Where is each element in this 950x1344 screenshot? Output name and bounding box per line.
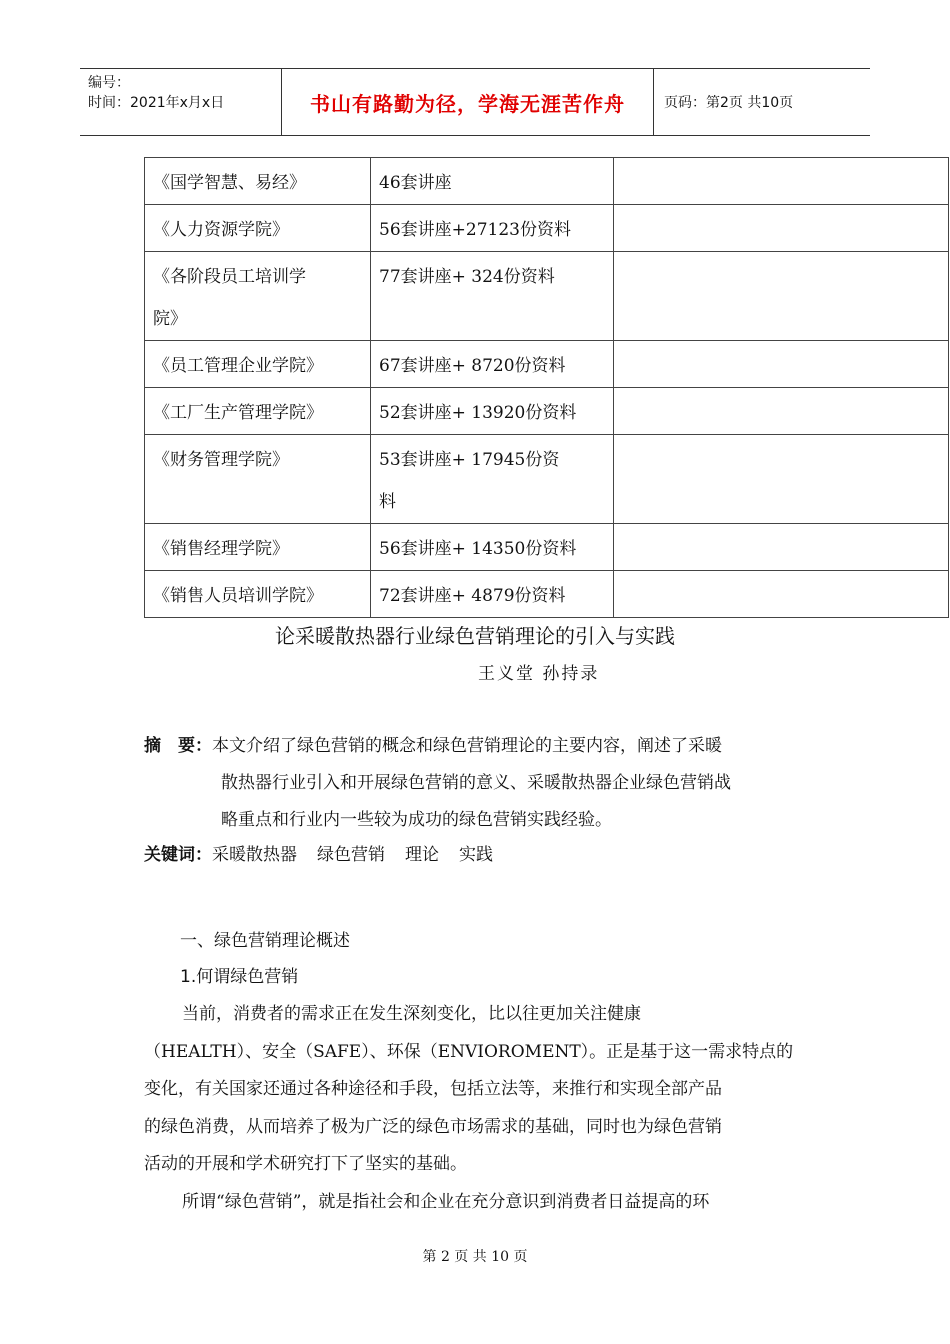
course-content: 67套讲座+ 8720份资料 (379, 356, 566, 376)
header-motto: 书山有路勤为径，学海无涯苦作舟 (282, 69, 654, 135)
body-line: 活动的开展和学术研究打下了坚实的基础。 (144, 1154, 467, 1174)
abstract (144, 728, 814, 839)
article-authors: 王义堂 孙持录 (478, 664, 600, 684)
course-content: 52套讲座+ 13920份资料 (379, 403, 577, 423)
body-line: 的绿色消费，从而培养了极为广泛的绿色市场需求的基础，同时也为绿色营销 (144, 1116, 722, 1137)
body-line: 当前，消费者的需求正在发生深刻变化，比以往更加关注健康 (182, 1004, 641, 1024)
extra-cell (614, 158, 949, 205)
course-name: 《人力资源学院》 (153, 220, 289, 240)
header-date-label: 时间：2021年x月x日 (88, 95, 225, 111)
course-content: 料 (379, 492, 396, 512)
subsection-heading: 1.何谓绿色营销 (180, 967, 299, 987)
course-content: 46套讲座 (379, 173, 452, 193)
course-name-cell (145, 205, 371, 252)
course-content-cell (371, 341, 614, 388)
body-line: （HEALTH）、安全（SAFE）、环保（ENVIOROMENT）。正是基于这一需求特点的 (144, 1041, 794, 1062)
page-footer: 第 2 页 共 10 页 (422, 1249, 528, 1265)
table-row (145, 205, 949, 252)
keywords-label: 关键词： (144, 845, 212, 865)
extra-cell (614, 252, 949, 341)
section-heading: 一、绿色营销理论概述 (180, 931, 350, 951)
abstract-line: 散热器行业引入和开展绿色营销的意义、采暖散热器企业绿色营销战 (221, 773, 731, 793)
article-body (144, 996, 810, 1221)
page-header (80, 68, 870, 136)
extra-cell (614, 435, 949, 524)
keyword: 实践 (459, 845, 493, 865)
course-name-cell (145, 341, 371, 388)
course-name-cell (145, 158, 371, 205)
keyword: 采暖散热器 (212, 845, 297, 865)
body-line: 所谓“绿色营销”，就是指社会和企业在充分意识到消费者日益提高的环 (182, 1191, 710, 1212)
course-content-cell (371, 158, 614, 205)
extra-cell (614, 205, 949, 252)
course-name-cell (145, 252, 371, 341)
course-content-cell (371, 388, 614, 435)
header-number-label: 编号： (88, 75, 130, 91)
keyword: 绿色营销 (317, 845, 385, 865)
course-content-cell (371, 571, 614, 618)
table-row (145, 388, 949, 435)
course-name-cell (145, 388, 371, 435)
abstract-label: 摘 要： (144, 736, 212, 756)
table-row (145, 158, 949, 205)
article-title: 论采暖散热器行业绿色营销理论的引入与实践 (275, 624, 675, 648)
abstract-line: 略重点和行业内一些较为成功的绿色营销实践经验。 (221, 810, 612, 830)
course-name: 《国学智慧、易经》 (153, 173, 306, 193)
extra-cell (614, 524, 949, 571)
course-content: 72套讲座+ 4879份资料 (379, 586, 566, 606)
table-row (145, 524, 949, 571)
header-page-info: 页码：第2页 共10页 (664, 95, 794, 111)
course-content: 56套讲座+27123份资料 (379, 220, 571, 240)
table-row (145, 435, 949, 524)
extra-cell (614, 571, 949, 618)
course-name: 《销售经理学院》 (153, 539, 289, 559)
course-content-cell (371, 205, 614, 252)
course-name: 《销售人员培训学院》 (153, 586, 323, 606)
course-content-cell (371, 435, 614, 524)
course-content-cell (371, 252, 614, 341)
resource-table (144, 157, 949, 618)
course-content-cell (371, 524, 614, 571)
table-row (145, 341, 949, 388)
extra-cell (614, 388, 949, 435)
course-name-cell (145, 571, 371, 618)
course-name: 院》 (153, 309, 187, 329)
body-line: 变化，有关国家还通过各种途径和手段，包括立法等，来推行和实现全部产品 (144, 1079, 722, 1099)
course-content: 56套讲座+ 14350份资料 (379, 539, 577, 559)
table-row (145, 571, 949, 618)
keywords (144, 838, 513, 872)
extra-cell (614, 341, 949, 388)
course-name-cell (145, 524, 371, 571)
table-row (145, 252, 949, 341)
course-name: 《各阶段员工培训学 (153, 267, 306, 287)
course-name: 《财务管理学院》 (153, 450, 289, 470)
course-name: 《员工管理企业学院》 (153, 356, 323, 376)
keyword: 理论 (405, 845, 439, 865)
course-name: 《工厂生产管理学院》 (153, 403, 323, 423)
course-content: 77套讲座+ 324份资料 (379, 267, 555, 287)
course-name-cell (145, 435, 371, 524)
course-content: 53套讲座+ 17945份资 (379, 450, 560, 470)
header-meta (80, 69, 282, 135)
abstract-line: 本文介绍了绿色营销的概念和绿色营销理论的主要内容，阐述了采暖 (212, 736, 722, 756)
